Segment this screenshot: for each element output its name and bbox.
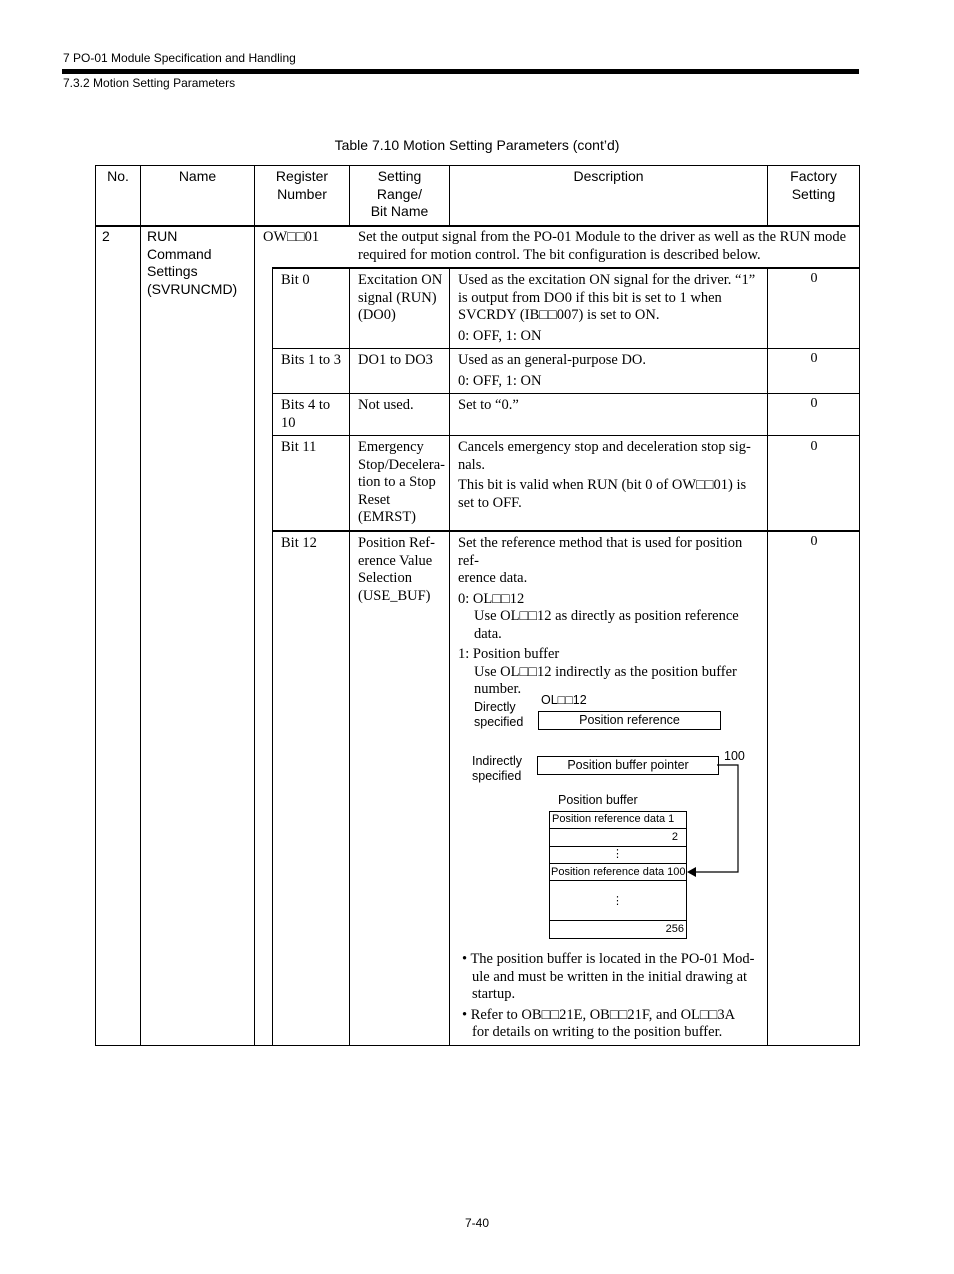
bit-description: Set to “0.” — [458, 397, 519, 413]
bit-description: Used as the excitation ON signal for the driver. “1” is output from DO0 if this bit is set to 1 when SVCRDY (IB□□007) is set to ON. 0: OFF, 1: ON — [458, 272, 756, 344]
pointer-arrow — [680, 760, 750, 885]
bit-name: Not used. — [358, 397, 414, 413]
buffer-row: Position reference data 1 — [552, 813, 675, 825]
bit-name: Excitation ON signal (RUN) (DO0) — [358, 272, 443, 323]
col-header-no: No. — [107, 168, 129, 184]
factory-setting: 0 — [810, 534, 818, 549]
bit-label: Bit 0 — [281, 272, 310, 288]
chapter-heading: 7 PO-01 Module Specification and Handling — [63, 51, 296, 65]
col-header-description: Description — [573, 168, 644, 184]
buffer-title: Position buffer — [558, 793, 638, 807]
page-number: 7-40 — [464, 1216, 490, 1230]
pointer-value: 100 — [724, 749, 745, 763]
bit-label: Bit 12 — [281, 535, 317, 551]
bit-name: Emergency Stop/Decelera- tion to a Stop Reset (EMRST) — [358, 439, 445, 525]
factory-setting: 0 — [810, 439, 818, 454]
buffer-row: 2 — [671, 831, 678, 843]
factory-setting: 0 — [810, 351, 818, 366]
col-header-name: Name — [178, 168, 217, 184]
col-header-factory: Factory Setting — [790, 168, 837, 202]
factory-setting: 0 — [810, 396, 818, 411]
bit-description: Set the reference method that is used for position ref- erence data. 0: OL□□12 Use OL□□12 as directly as position reference data. 1: Position buffer Use OL□□12 indirectly as the position buffer number. — [458, 535, 743, 697]
buffer-row: ⋮ — [612, 895, 623, 907]
bit-label: Bits 1 to 3 — [281, 352, 342, 368]
param-name: RUN Command Settings (SVRUNCMD) — [147, 228, 238, 297]
notes: • The position buffer is located in the PO-01 Mod- ule and must be written in the initial drawing at startup. • Refer to OB□□21E, OB□□21F, and OL□□3A for details on writing to the position buffer. — [462, 951, 755, 1040]
bit-label: Bits 4 to 10 — [281, 397, 331, 431]
bit-name: DO1 to DO3 — [358, 352, 433, 368]
indirect-label: Indirectly specified — [472, 754, 523, 783]
param-number: 2 — [102, 228, 110, 244]
section-heading: 7.3.2 Motion Setting Parameters — [63, 76, 236, 90]
buffer-row: ⋮ — [612, 848, 623, 860]
factory-setting: 0 — [810, 271, 818, 286]
register-label: OL□□12 — [541, 693, 587, 707]
col-header-range: Setting Range/ Bit Name — [370, 168, 429, 219]
param-register: OW□□01 — [263, 229, 320, 245]
position-buffer-pointer-box: Position buffer pointer — [537, 756, 719, 775]
header-rule — [62, 69, 859, 74]
col-header-register: Register Number — [275, 168, 329, 202]
bit-label: Bit 11 — [281, 439, 317, 455]
bit-description: Used as an general-purpose DO. 0: OFF, 1: ON — [458, 352, 647, 389]
direct-label: Directly specified — [474, 700, 524, 729]
bit-name: Position Ref- erence Value Selection (USE_BUF) — [358, 535, 435, 604]
param-description: Set the output signal from the PO-01 Module to the driver as well as the RUN mode required for motion control. The bit configuration is described below. — [358, 229, 847, 263]
buffer-row: 256 — [665, 923, 684, 935]
table-caption: Table 7.10 Motion Setting Parameters (cont’d) — [334, 137, 620, 153]
position-reference-box: Position reference — [538, 711, 721, 730]
bit-description: Cancels emergency stop and deceleration stop sig- nals. This bit is valid when RUN (bit 0 of OW□□01) is set to OFF. — [458, 439, 751, 511]
buffer-row: Position reference data 100 — [551, 866, 686, 878]
